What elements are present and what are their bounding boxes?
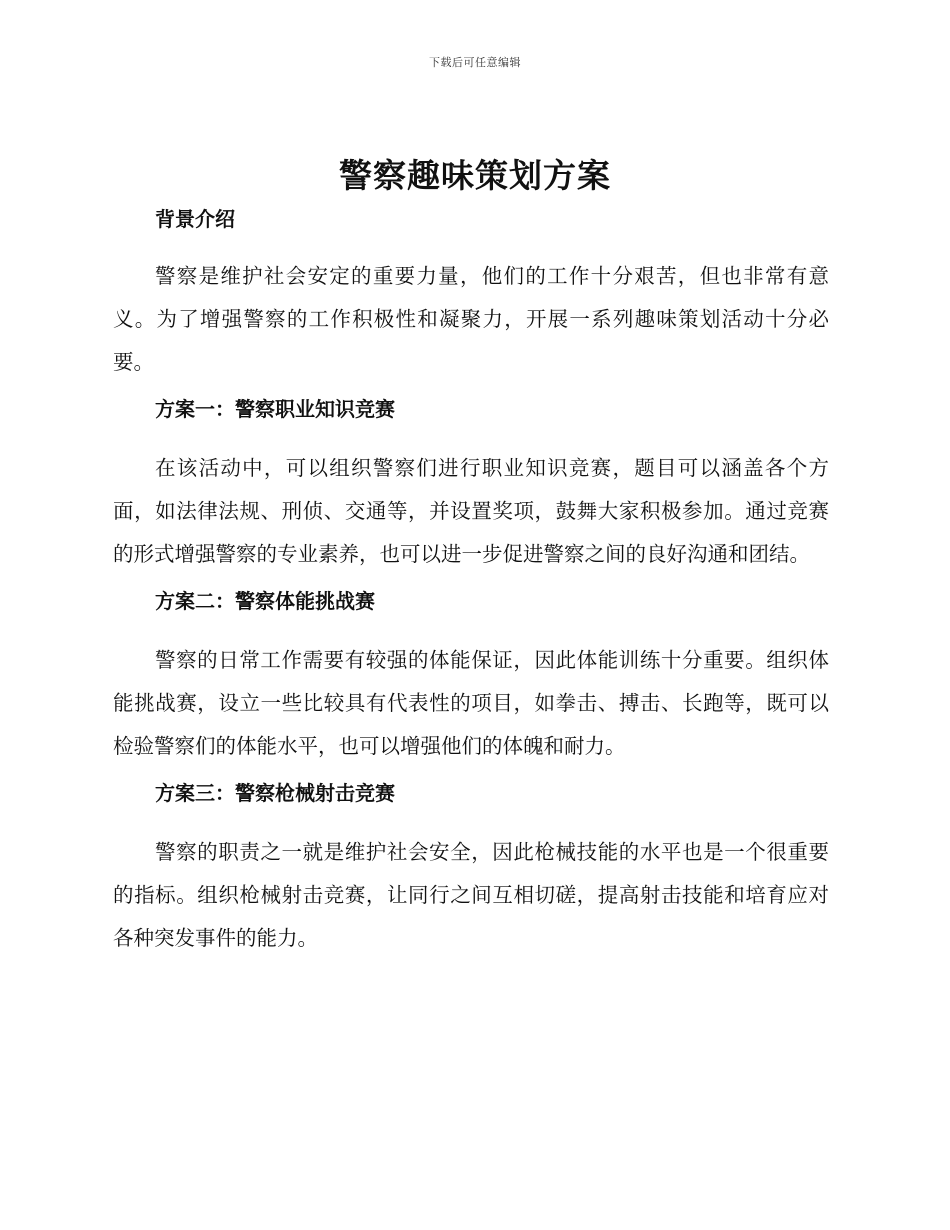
section-heading-plan-3: 方案三：警察枪械射击竞赛 (155, 781, 395, 805)
section-heading-background: 背景介绍 (155, 207, 235, 231)
header-note: 下载后可任意编辑 (429, 56, 521, 69)
document-title: 警察趣味策划方案 (339, 156, 611, 195)
document-body (113, 203, 829, 969)
section-heading-plan-1: 方案一：警察职业知识竞赛 (155, 397, 395, 421)
section-body-plan-3: 警察的职责之一就是维护社会安全，因此枪械技能的水平也是一个很重要的指标。组织枪械射击竞赛，让同行之间互相切磋，提高射击技能和培育应对各种突发事件的能力。 (113, 840, 829, 950)
section-body-plan-2: 警察的日常工作需要有较强的体能保证，因此体能训练十分重要。组织体能挑战赛，设立一些比较具有代表性的项目，如拳击、搏击、长跑等，既可以检验警察们的体能水平，也可以增强他们的体魄和耐力。 (113, 648, 829, 758)
section-body-plan-1: 在该活动中，可以组织警察们进行职业知识竞赛，题目可以涵盖各个方面，如法律法规、刑侦、交通等，并设置奖项，鼓舞大家积极参加。通过竞赛的形式增强警察的专业素养，也可以进一步促进警察之间的良好沟通和团结。 (113, 456, 829, 566)
section-body-background: 警察是维护社会安定的重要力量，他们的工作十分艰苦，但也非常有意义。为了增强警察的工作积极性和凝聚力，开展一系列趣味策划活动十分必要。 (113, 264, 829, 374)
section-heading-plan-2: 方案二：警察体能挑战赛 (155, 589, 375, 613)
